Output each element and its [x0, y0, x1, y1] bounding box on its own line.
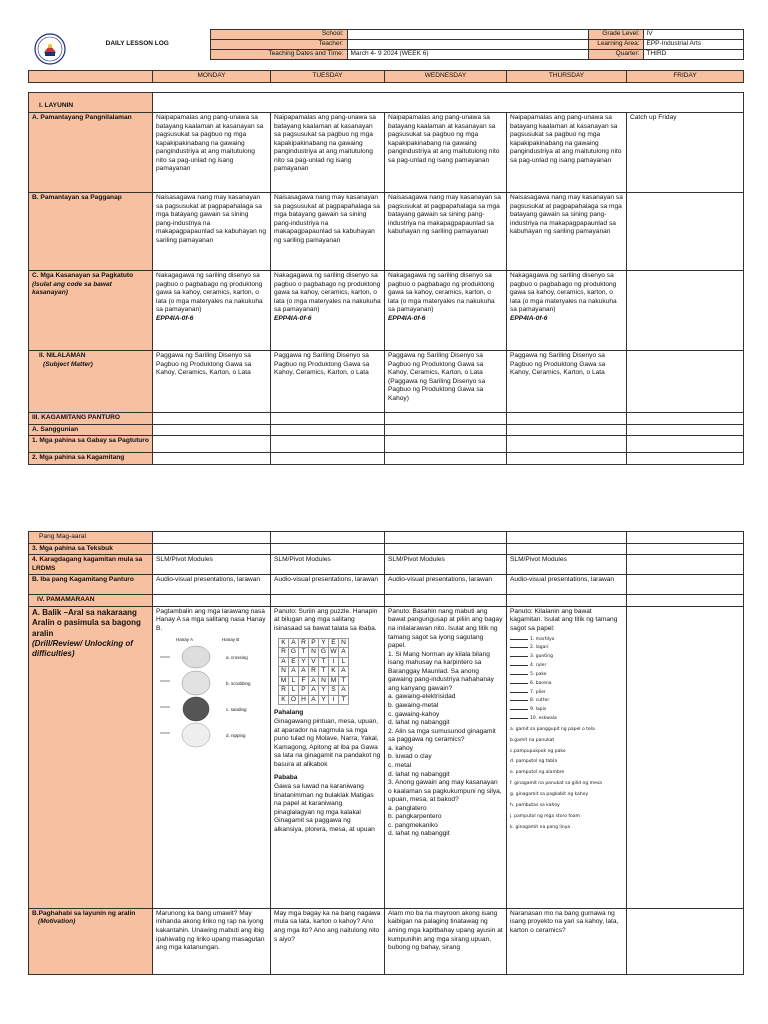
teksbuk-label: 3. Mga pahina sa Teksbuk	[29, 543, 153, 555]
iba-thursday: Audio-visual presentations, larawan	[507, 575, 627, 595]
hanay-a-label: Hanay A	[176, 636, 194, 642]
puzzle-cell: N	[339, 638, 349, 648]
a-tuesday: Naipapamalas ang pang-unawa sa batayang kaalaman at kasanayan sa pagsusukat sa pagbuo ng mga kapakipakinabang na gawaing pangindustriya at ang maitutulong nito sa pag-unlad ng isang pamayanan	[271, 113, 385, 193]
puzzle-cell: M	[279, 676, 289, 686]
c-tuesday-code: EPP4IA-0f-6	[274, 314, 312, 322]
hanay-b-label: Hanay B	[222, 636, 240, 642]
pag-wednesday: Alam mo ba na mayroon akong isang kaibigan na palaging tinatawag ng aming mga kapitbahay upang ayusin at kumpunihin ang mga sirang upuan, bubong ng bahay, sirang	[385, 908, 507, 974]
pag-friday	[627, 908, 744, 974]
doc-title: DAILY LESSON LOG	[105, 40, 169, 48]
a-thursday: Naipapamalas ang pang-unawa sa batayang kaalaman at kasanayan sa pagsusukat sa pagbuo ng mga kapakipakinabang na gawaing pangindustriya at ang maitutulong nito sa pag-unlad ng isang pamayanan	[507, 113, 627, 193]
pahalang-heading: Pahalang	[274, 709, 304, 717]
wednesday-quiz-line: c. metal	[388, 761, 412, 769]
hanay-matching-image	[156, 637, 267, 757]
paghahabi-sub: (Motivation)	[38, 918, 76, 926]
puzzle-row	[279, 667, 349, 677]
wednesday-quiz-line: 2. Alin sa mga sumusunod ginagamit sa paggawa ng ceramics?	[388, 727, 496, 744]
puzzle-cell: G	[289, 648, 299, 658]
puzzle-cell: I	[329, 695, 339, 705]
puzzle-cell: A	[339, 667, 349, 677]
puzzle-cell: A	[339, 648, 349, 658]
thursday-blank-list	[510, 637, 623, 722]
puzzle-cell: A	[289, 667, 299, 677]
tool-name: 1. martilyo	[530, 636, 555, 642]
puzzle-cell: A	[339, 686, 349, 696]
hanay-item-c: c. sanding	[226, 706, 247, 712]
answer-blank	[510, 647, 528, 648]
hanay-item-a: a. crossing	[226, 654, 248, 660]
puzzle-cell: A	[309, 686, 319, 696]
thursday-choice-item: b.gamit na panukat	[510, 737, 555, 743]
c-wednesday-text: Nakagagawa ng sariling disenyo sa pagbuo o pagbabago ng produktong gawa sa kahoy, ceramics, karton, o lata (o mga materyales na nakukuha sa pamayanan)	[388, 272, 495, 314]
thursday-choice-list	[510, 727, 623, 830]
lrdms-monday: SLM/Pivot Modules	[153, 555, 271, 575]
c-monday-code: EPP4IA-0f-6	[156, 314, 194, 322]
puzzle-cell: S	[329, 686, 339, 696]
thursday-choice-item: j. pamputol ng mga storo foam	[510, 813, 580, 819]
puzzle-cell: G	[319, 648, 329, 658]
puzzle-cell: Y	[299, 657, 309, 667]
wednesday-quiz-line: b. pangkarpentero	[388, 813, 442, 821]
balik-friday	[627, 606, 744, 908]
c-tuesday	[271, 271, 385, 351]
puzzle-cell: F	[299, 676, 309, 686]
pamantayan-pagganap-label: B. Pamantayan sa Pagganap	[29, 193, 153, 271]
puzzle-cell: P	[299, 686, 309, 696]
puzzle-cell: E	[329, 638, 339, 648]
kasanayan-label: C. Mga Kasanayan sa Pagkatuto	[32, 272, 134, 279]
answer-blank	[510, 709, 528, 710]
gabay-label: 1. Mga pahina sa Gabay sa Pagtuturo	[29, 436, 153, 453]
answer-blank	[510, 656, 528, 657]
hanay-item-b: b. scrubbing	[226, 680, 251, 686]
puzzle-row	[279, 638, 349, 648]
wednesday-quiz-line: a. gawaing-elektrisidad	[388, 693, 456, 701]
balik-label: A. Balik –Aral sa nakaraang Aralin o pasimula sa bagong aralin	[32, 607, 141, 638]
lrdms-label: 4. Karagdagang kagamitan mula sa LRDMS	[29, 555, 153, 575]
thursday-choice-item: f. ginagamit na panukat sa gilid ng mesa	[510, 781, 602, 787]
b-thursday: Naisasagawa nang may kasanayan sa pagsusukat at pagpapahalaga sa mga batayang gawain sa sining pang-industriya na makapagpapaunlad sa kabuhayan ng sariling pamayanan	[507, 193, 627, 271]
b-tuesday: Naisasagawa nang may kasanayan sa pagsusukat at pagpapahalaga sa mga batayang gawain sa sining pang-industriya na makapagpapaunlad sa kabuhayan ng sariling pamayanan	[271, 193, 385, 271]
nil-monday: Paggawa ng Sariling Disenyo sa Pagbuo ng Produktong Gawa sa Kahoy, Ceramics, Karton, o Lata	[153, 351, 271, 413]
thursday-blank-item	[510, 637, 623, 643]
pag-tuesday: May mga bagay ka na bang nagawa mula sa lata, karton o kahoy? Ano ang mga ito? Ano ang naitulong nito s aiyo?	[271, 908, 385, 974]
answer-blank	[510, 683, 528, 684]
puzzle-cell: K	[279, 638, 289, 648]
puzzle-cell: R	[279, 686, 289, 696]
tool-name: 3. gunting	[530, 654, 554, 660]
wednesday-quiz-line: b. gawaing-metal	[388, 702, 439, 709]
balik-sub: (Drill/Review/ Unlocking of difficulties)	[32, 638, 133, 659]
nil-tuesday: Paggawa ng Sariling Disenyo sa Pagbuo ng Produktong Gawa sa Kahoy, Ceramics, Karton, o Lata	[271, 351, 385, 413]
wednesday-quiz-line: a. kahoy	[388, 744, 413, 752]
puzzle-cell: K	[279, 695, 289, 705]
iba-friday	[627, 575, 744, 595]
c-thursday	[507, 271, 627, 351]
c-wednesday-code: EPP4IA-0f-6	[388, 314, 426, 322]
pamamaraan-heading: IV. PAMAMARAAN	[29, 595, 153, 607]
tool-name: 6. barena	[530, 680, 552, 686]
thursday-choice-item: e. pamputol ng alambre	[510, 770, 565, 776]
dates-label: Teaching Dates and Time:	[210, 50, 347, 60]
thursday-blank-item	[510, 698, 623, 704]
school-value	[347, 30, 588, 40]
school-label: School:	[210, 30, 347, 40]
balik-label-cell	[29, 606, 153, 908]
sanggunian-label: A. Sanggunian	[29, 424, 153, 436]
day-wednesday: WEDNESDAY	[385, 71, 507, 83]
answer-blank	[510, 639, 528, 640]
puzzle-cell: L	[289, 686, 299, 696]
nil-friday	[627, 351, 744, 413]
puzzle-cell: N	[319, 676, 329, 686]
thursday-blank-item	[510, 681, 623, 687]
wednesday-quiz-line: c. gawaing-kahoy	[388, 710, 440, 718]
puzzle-row	[279, 695, 349, 705]
day-thursday: THURSDAY	[507, 71, 627, 83]
kasanayan-label-cell	[29, 271, 153, 351]
area-label: Learning Area:	[588, 40, 643, 50]
pababa-text: Gawa sa luwad na karaniwang tinatanimman ng bulaklak Matigas na papel at karaniwang pinaglalagyan ng mga kalakal Ginagamit sa paggawa ng alkansiya, plorera, mesa, at upuan	[274, 782, 375, 833]
puzzle-cell: A	[299, 667, 309, 677]
b-friday	[627, 193, 744, 271]
puzzle-cell: L	[289, 676, 299, 686]
tool-name: 10. eskwala	[530, 716, 557, 722]
puzzle-row	[279, 676, 349, 686]
balik-thursday	[507, 606, 627, 908]
puzzle-cell: A	[289, 638, 299, 648]
lesson-table-page-1	[28, 92, 744, 465]
thursday-choice-item: c.pampupukpok ng pako	[510, 748, 566, 754]
tool-name: 2. lagari	[530, 645, 549, 651]
balik-monday-text: Pagtambalin ang mga larawang nasa Hanay A sa mga salitang nasa Hanay B.	[156, 607, 266, 632]
layunin-heading: I. LAYUNIN	[29, 93, 153, 113]
c-tuesday-text: Nakagagawa ng sariling disenyo sa pagbuo o pagbabago ng produktong gawa sa kahoy, ceramics, karton, o lata (o mga materyales na nakukuha sa pamayanan)	[274, 272, 381, 314]
b-monday: Naisasagawa nang may kasanayan sa pagsusukat at pagpapahalaga sa mga batayang gawain sa sining pang-industriya na makapagpapaunlad sa kabuhayan ng sariling pamayanan	[153, 193, 271, 271]
balik-tuesday-text: Panuto: Suriin ang puzzle. Hanapin at bilugan ang mga salitang isinasaad sa bawat talata sa ibaba.	[274, 607, 378, 632]
puzzle-cell: Y	[319, 638, 329, 648]
lrdms-tuesday: SLM/Pivot Modules	[271, 555, 385, 575]
puzzle-cell: H	[299, 695, 309, 705]
nilalaman-sub: (Subject Matter)	[43, 360, 93, 368]
grade-value: IV	[643, 30, 743, 40]
answer-blank	[510, 665, 528, 666]
lrdms-thursday: SLM/Pivot Modules	[507, 555, 627, 575]
days-blank	[29, 71, 153, 83]
puzzle-cell: Y	[319, 686, 329, 696]
thursday-blank-item	[510, 663, 623, 669]
iba-label: B. Iba pang Kagamitang Panturo	[29, 575, 153, 595]
puzzle-cell: T	[299, 648, 309, 658]
day-tuesday: TUESDAY	[271, 71, 385, 83]
puzzle-row	[279, 657, 349, 667]
kasanayan-sub: (Isulat ang code sa bawat kasanayan)	[32, 280, 112, 297]
tool-name: 5. pako	[530, 671, 547, 677]
puzzle-cell: A	[309, 676, 319, 686]
lrdms-friday	[627, 555, 744, 575]
nilalaman-label-cell	[29, 351, 153, 413]
quarter-label: Quarter:	[588, 50, 643, 60]
puzzle-cell: R	[299, 638, 309, 648]
c-monday-text: Nakagagawa ng sariling disenyo sa pagbuo o pagbabago ng produktong gawa sa kahoy, ceramics, karton, o lata (o mga materyales na nakukuha sa pamayanan)	[156, 272, 263, 314]
pang-mag-aaral-label: Pang Mag-aaral	[29, 532, 153, 544]
thursday-blank-item	[510, 716, 623, 722]
puzzle-cell: L	[339, 657, 349, 667]
balik-thursday-text: Panuto: Kilalanin ang bawat kagamitan. Isulat ang titik ng tamang sagot sa papel:	[510, 607, 618, 632]
pag-monday: Marunong ka bang umawit? May inihanda akong liriko ng rap na iyong kakantahin. Unawing mabuti ang ibig ipahiwatig ng liriko upang masagutan ang mga katanungan.	[153, 908, 271, 974]
puzzle-cell: R	[279, 648, 289, 658]
wednesday-quiz-line: a. panglatero	[388, 804, 427, 812]
thursday-choice-item: k. ginagamit na pang linya	[510, 824, 571, 830]
wednesday-quiz-line: 3. Anong gawain ang may kasanayan o kaalaman sa pagkukumpuni ng silya, upuan, mesa, at bakod?	[388, 779, 502, 804]
puzzle-cell: I	[329, 657, 339, 667]
puzzle-cell: O	[289, 695, 299, 705]
header-table	[28, 29, 744, 60]
pababa-heading: Pababa	[274, 774, 298, 782]
puzzle-cell: V	[309, 657, 319, 667]
wednesday-quiz-line: d. lahat ng nabanggit	[388, 830, 450, 838]
c-wednesday	[385, 271, 507, 351]
puzzle-cell: M	[329, 676, 339, 686]
puzzle-row	[279, 686, 349, 696]
wednesday-quiz-line: 1. Si Mang Norman ay kilala bilang isang mahusay na karpintero sa Baranggay Maunlad. Sa anong gawaing pang-industriya nahahanay ang kanyang gawain?	[388, 650, 494, 692]
nilalaman-label: II. NILALAMAN	[39, 352, 86, 359]
answer-blank	[510, 718, 528, 719]
puzzle-cell: P	[309, 638, 319, 648]
grade-label: Grade Level:	[588, 30, 643, 40]
teacher-label: Teacher:	[210, 40, 347, 50]
answer-blank	[510, 674, 528, 675]
nil-thursday: Paggawa ng Sariling Disenyo sa Pagbuo ng Produktong Gawa sa Kahoy, Ceramics, Karton, o Lata	[507, 351, 627, 413]
lesson-table-page-2	[28, 531, 744, 975]
a-monday: Naipapamalas ang pang-unawa sa batayang kaalaman at kasanayan sa pagsusukat sa pagbuo ng mga kapakipakinabang na gawaing pangindustriya at ang maitutulong nito sa pag-unlad ng isang pamayanan	[153, 113, 271, 193]
puzzle-cell: R	[309, 667, 319, 677]
paghahabi-label: B.Paghahabi sa layunin ng aralin	[32, 909, 136, 917]
pahalang-text: Ginagawang pintuan, mesa, upuan, at aparador na nagmula sa mga puno tulad ng Molave, Narra, Yakal, Kamagong, Apitong at iba pa Gawa sa lata na ginagamit na pandakot ng basura at alikabok	[274, 718, 381, 768]
balik-tuesday	[271, 606, 385, 908]
iba-tuesday: Audio-visual presentations, larawan	[271, 575, 385, 595]
paghahabi-label-cell	[29, 908, 153, 974]
thursday-blank-item	[510, 654, 623, 660]
iba-wednesday: Audio-visual presentations, larawan	[385, 575, 507, 595]
kagamitan-label: 2. Mga pahina sa Kagamitang	[29, 453, 153, 465]
puzzle-cell: N	[309, 648, 319, 658]
c-monday	[153, 271, 271, 351]
area-value: EPP-Industrial Arts	[643, 40, 743, 50]
puzzle-cell: W	[329, 648, 339, 658]
pag-thursday: Naranasan mo na bang gumawa ng isang proyekto na yari sa kahoy, lata, karton o ceramics?	[507, 908, 627, 974]
kagamitang-heading: III. KAGAMITANG PANTURO	[29, 413, 153, 425]
puzzle-cell: A	[309, 695, 319, 705]
puzzle-cell: T	[319, 667, 329, 677]
nil-wednesday: Paggawa ng Sariling Disenyo sa Pagbuo ng Produktong Gawa sa Kahoy, Ceramics, Karton, o Lata (Paggawa ng Sariling Disenyo sa Pagbuo ng Produktong Gawa sa Kahoy)	[385, 351, 507, 413]
puzzle-cell: E	[289, 657, 299, 667]
thursday-blank-item	[510, 672, 623, 678]
word-puzzle-grid	[278, 638, 349, 706]
dates-value: March 4- 9 2024 (WEEK 6)	[347, 50, 588, 60]
puzzle-cell: T	[319, 657, 329, 667]
c-thursday-code: EPP4IA-0f-6	[510, 314, 548, 322]
hanay-item-d: d. nipping	[226, 732, 246, 738]
thursday-choice-item: g. ginagamit sa pagkabit ng kahoy	[510, 792, 589, 797]
day-friday: FRIDAY	[627, 71, 744, 83]
puzzle-cell: K	[329, 667, 339, 677]
lrdms-wednesday: SLM/Pivot Modules	[385, 555, 507, 575]
tool-name: 9. lapis	[530, 707, 547, 713]
iba-monday: Audio-visual presentations, larawan	[153, 575, 271, 595]
days-header	[28, 70, 744, 83]
wednesday-quiz-line: b. luwad o clay	[388, 753, 432, 761]
puzzle-cell: A	[279, 657, 289, 667]
layunin-blank	[153, 93, 744, 113]
a-friday: Catch up Friday	[627, 113, 744, 193]
puzzle-row	[279, 648, 349, 658]
wednesday-quiz-line: c. pangmekaniko	[388, 821, 438, 829]
day-monday: MONDAY	[153, 71, 271, 83]
b-wednesday: Naisasagawa nang may kasanayan sa pagsusukat at pagpapahalaga sa mga batayang gawain sa sining pang-industriya na makapagpapaunlad sa kabuhayan ng sariling pamayanan	[385, 193, 507, 271]
tool-name: 7. plier	[530, 689, 546, 695]
puzzle-cell: N	[279, 667, 289, 677]
thursday-blank-item	[510, 707, 623, 713]
puzzle-cell: T	[339, 695, 349, 705]
balik-wednesday-items	[388, 651, 503, 839]
thursday-choice-item: d. pamputol ng tabla	[510, 759, 558, 765]
answer-blank	[510, 700, 528, 701]
puzzle-cell: Y	[319, 695, 329, 705]
a-wednesday: Naipapamalas ang pang-unawa sa batayang kaalaman at kasanayan sa pagsusukat sa pagbuo ng mga kapakipakinabang na gawaing pangindustriya at ang maitutulong nito sa pag-unlad ng isang pamayanan	[385, 113, 507, 193]
pamantayang-nilalaman-label: A. Pamantayang Pangnilalaman	[29, 113, 153, 193]
quarter-value: THIRD	[643, 50, 743, 60]
teacher-value	[347, 40, 588, 50]
balik-wednesday-intro: Panuto: Basahin nang mabuti ang bawat pangungusap at piliin ang bagay na inilalarawan nito. Isulat ang titik ng tamang sagot sa iyong sagutang papel.	[388, 607, 503, 650]
tool-name: 8. cutter	[530, 698, 550, 704]
wednesday-quiz-line: d. lahat ng nabanggit	[388, 719, 450, 727]
puzzle-cell: T	[339, 676, 349, 686]
hanay-drawings	[156, 643, 266, 755]
balik-wednesday	[385, 606, 507, 908]
wednesday-quiz-line: d. lahat ng nabanggit	[388, 770, 450, 778]
c-friday	[627, 271, 744, 351]
answer-blank	[510, 692, 528, 693]
thursday-choice-item: h. pambutas sa kahoy	[510, 802, 560, 808]
thursday-blank-item	[510, 645, 623, 651]
tool-name: 4. ruler	[530, 663, 547, 669]
thursday-blank-item	[510, 690, 623, 696]
c-thursday-text: Nakagagawa ng sariling disenyo sa pagbuo o pagbabago ng produktong gawa sa kahoy, ceramics, karton, o lata (o mga materyales na nakukuha sa pamayanan)	[510, 272, 617, 314]
balik-monday	[153, 606, 271, 908]
thursday-choice-item: a. gamit sa panggupit ng papel o tela	[510, 726, 595, 732]
